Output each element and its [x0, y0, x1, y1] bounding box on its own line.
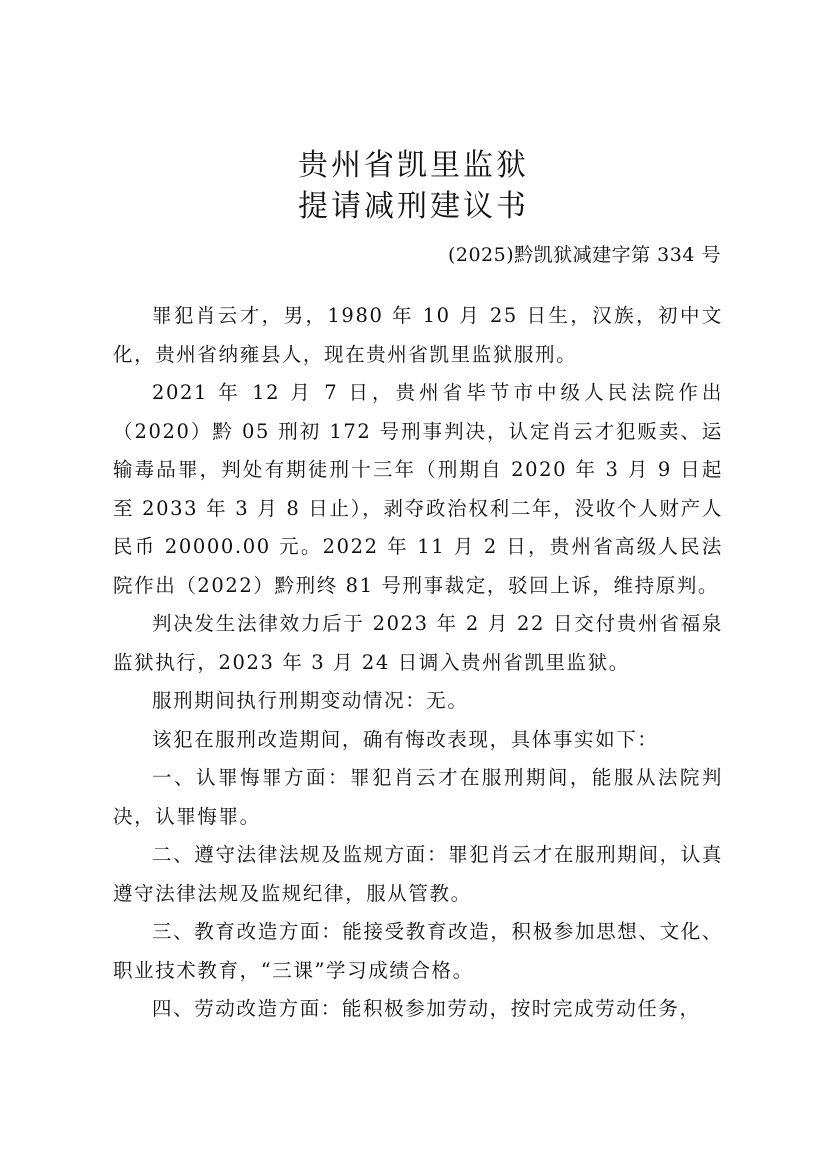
- paragraph-education: 三、教育改造方面：能接受教育改造，积极参加思想、文化、职业技术教育，“三课”学习成绩合格。: [113, 920, 723, 982]
- paragraph-personal-info: 罪犯肖云才，男，1980 年 10 月 25 日生，汉族，初中文化，贵州省纳雍县人，现在贵州省凯里监狱服刑。: [113, 304, 723, 366]
- paragraph-sentence-change: 服刑期间执行刑期变动情况：无。: [152, 689, 469, 712]
- document-number: (2025)黔凯狱减建字第 334 号: [447, 244, 721, 266]
- paragraph-confession: 一、认罪悔罪方面：罪犯肖云才在服刑期间，能服从法院判决，认罪悔罪。: [113, 766, 723, 828]
- paragraph-repentance-intro: 该犯在服刑改造期间，确有悔改表现，具体事实如下：: [152, 727, 659, 751]
- paragraph-judgment: 2021 年 12 月 7 日，贵州省毕节市中级人民法院作出（2020）黔 05 刑初 172 号刑事判决，认定肖云才犯贩卖、运输毒品罪，判处有期徒刑十三年（刑期自 2020 年 3 月 9 日起至 2033 年 3 月 8 日止），剥夺政治权利二年，没收个人财产人民币 20000.00 元。2022 年 11 月 2 日，贵州省高级人民法院作出（2022）黔刑终 81 号刑事裁定，驳回上诉，维持原判。: [113, 381, 723, 597]
- document-title-line1: 贵州省凯里监狱: [298, 148, 529, 183]
- document-body: [113, 297, 723, 1029]
- paragraph-discipline: 二、遵守法律法规及监规方面：罪犯肖云才在服刑期间，认真遵守法律法规及监规纪律，服从管教。: [113, 843, 723, 905]
- paragraph-transfer: 判决发生法律效力后于 2023 年 2 月 22 日交付贵州省福泉监狱执行，2023 年 3 月 24 日调入贵州省凯里监狱。: [113, 612, 723, 674]
- document-title-line2: 提请减刑建议书: [298, 189, 529, 224]
- paragraph-labor: 四、劳动改造方面：能积极参加劳动，按时完成劳动任务，: [152, 997, 701, 1020]
